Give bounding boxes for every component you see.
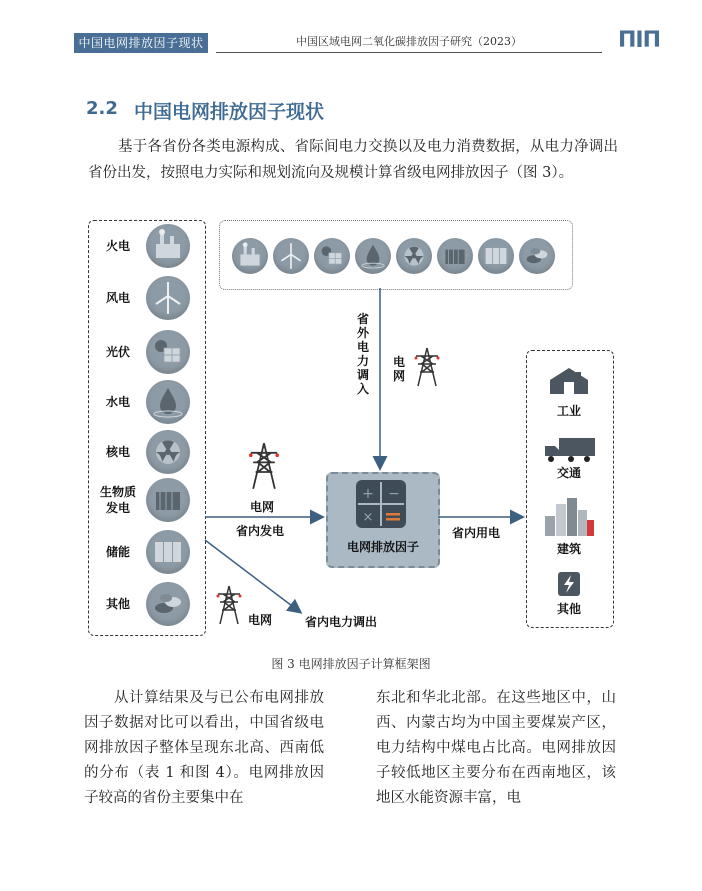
core-label: 电网排放因子 — [346, 540, 419, 554]
use-label: 省内用电 — [452, 526, 501, 540]
consumer-label: 工业 — [556, 404, 581, 418]
consumer-label: 建筑 — [556, 542, 581, 556]
gen-label: 省内发电 — [236, 524, 285, 538]
source-label: 火电 — [105, 239, 130, 253]
body-right-column: 东北和华北北部。在这些地区中，山西、内蒙古均为中国主要煤炭产区，电力结构中煤电占比高。电网排放因子较低地区主要分布在西南地区，该地区水能资源丰富，电 — [376, 690, 616, 806]
source-label: 储能 — [105, 545, 130, 559]
power-tower-icon — [214, 584, 244, 626]
grid-label-bottom: 电网 — [248, 613, 273, 627]
report-title: 中国区域电网二氧化碳排放因子研究（2023） — [296, 35, 522, 48]
report-logo: ΠIΠ — [618, 28, 661, 53]
grid-label-mid: 电网 — [250, 500, 275, 514]
source-label: 水电 — [105, 395, 130, 409]
source-label: 风电 — [105, 291, 130, 305]
intro-paragraph: 基于各省份各类电源构成、省际间电力交换以及电力消费数据，从电力净调出省份出发，按照电力实际和规划流向及规模计算省级电网排放因子（图 3）。 — [88, 139, 618, 181]
power-tower-icon — [412, 346, 442, 388]
section-number: 2.2 — [86, 98, 118, 119]
svg-text:−: − — [388, 486, 400, 502]
source-label: 生物质 发电 — [99, 485, 136, 515]
consumer-label: 其他 — [556, 602, 581, 616]
figure-caption: 图 3 电网排放因子计算框架图 — [271, 657, 431, 671]
source-label: 核电 — [105, 445, 130, 459]
svg-text:×: × — [362, 510, 374, 525]
section-title: 中国电网排放因子现状 — [134, 101, 325, 123]
import-label: 省外电力调入 — [356, 312, 369, 396]
export-label: 省内电力调出 — [305, 615, 378, 629]
power-tower-icon — [246, 440, 282, 492]
grid-label-top: 电网 — [392, 355, 405, 383]
section-tag: 中国电网排放因子现状 — [74, 33, 208, 53]
body-left-column: 从计算结果及与已公布电网排放因子数据对比可以看出，中国省级电网排放因子整体呈现东北高、西南低的分布（表 1 和图 4）。电网排放因子较高的省份主要集中在 — [84, 690, 324, 806]
source-label: 光伏 — [105, 345, 130, 359]
consumer-label: 交通 — [556, 466, 581, 480]
source-label: 其他 — [105, 597, 130, 611]
svg-text:+: + — [362, 486, 374, 502]
